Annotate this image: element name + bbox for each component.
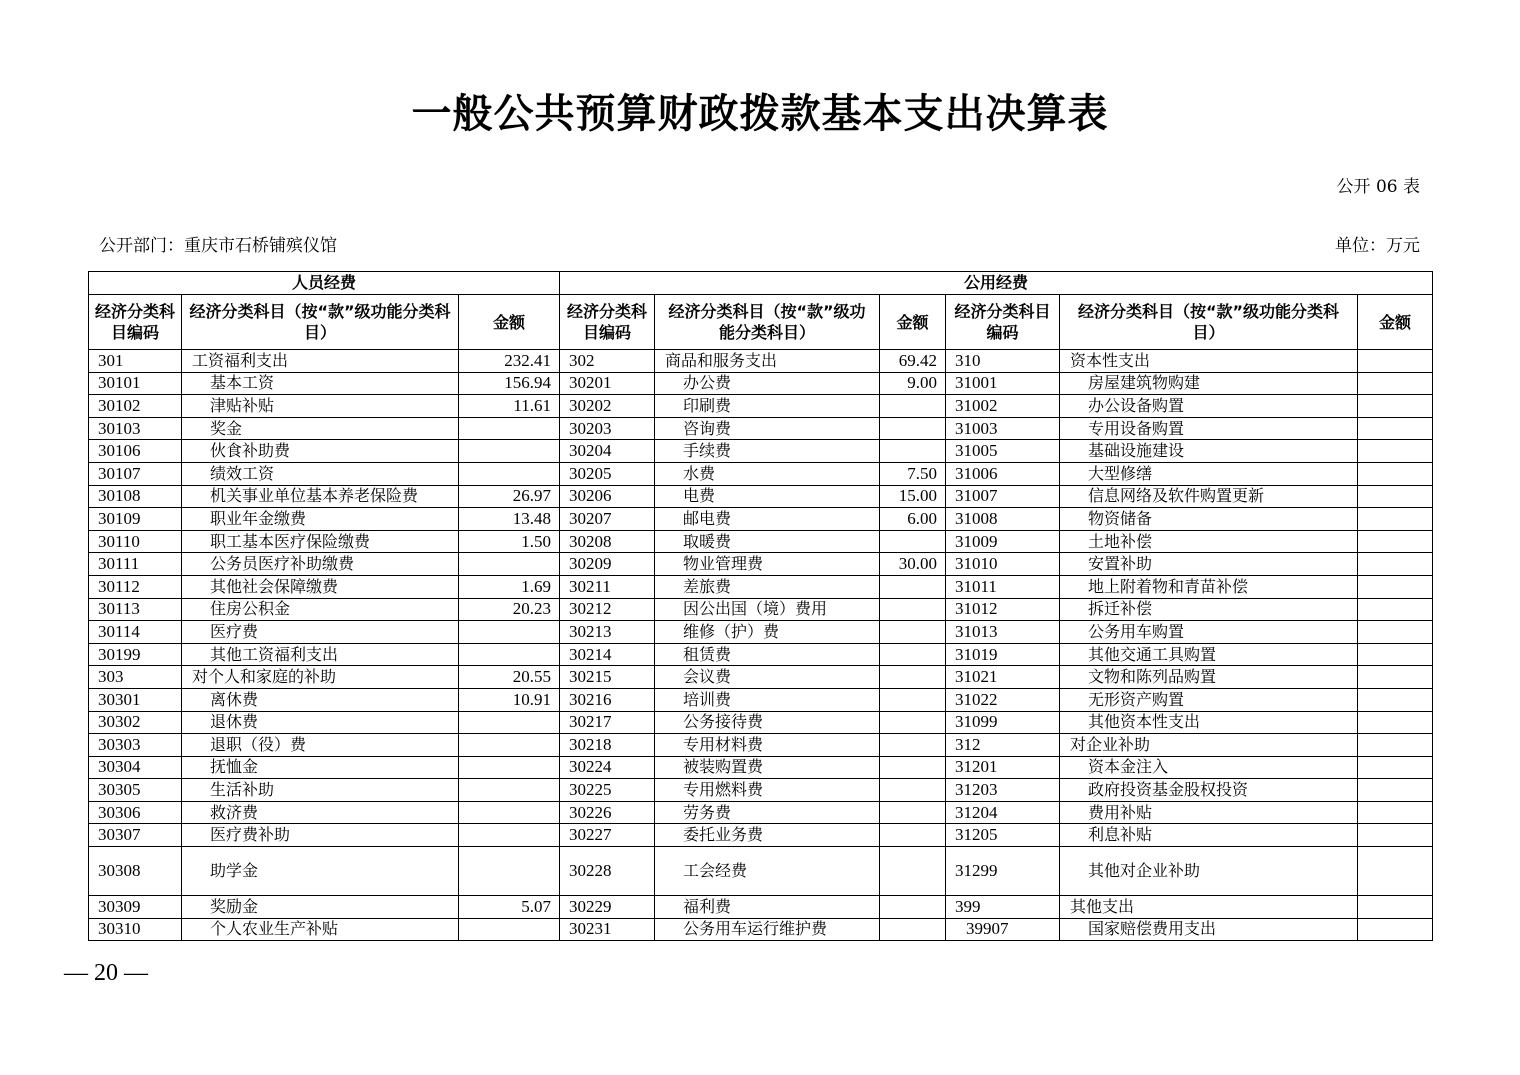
capital-code-cell: 31007 — [946, 485, 1060, 508]
public-item-cell: 公务用车运行维护费 — [655, 918, 880, 941]
personnel-amount-cell — [459, 779, 560, 802]
table-row — [89, 756, 1433, 779]
personnel-amount-cell — [459, 440, 560, 463]
table-row — [89, 395, 1433, 418]
personnel-amount-cell: 11.61 — [459, 395, 560, 418]
capital-code-cell: 31099 — [946, 711, 1060, 734]
personnel-item-cell: 生活补助 — [182, 779, 459, 802]
capital-code-cell: 31010 — [946, 553, 1060, 576]
section-personnel: 人员经费 — [89, 272, 560, 295]
public-code-cell: 30231 — [560, 918, 655, 941]
capital-amount-cell — [1358, 711, 1433, 734]
public-amount-cell — [880, 688, 946, 711]
public-item-cell: 被装购置费 — [655, 756, 880, 779]
personnel-item-cell: 抚恤金 — [182, 756, 459, 779]
public-item-cell: 租赁费 — [655, 643, 880, 666]
personnel-item-cell: 伙食补助费 — [182, 440, 459, 463]
public-amount-cell — [880, 779, 946, 802]
public-amount-cell — [880, 824, 946, 847]
capital-amount-cell — [1358, 462, 1433, 485]
personnel-code-cell: 30309 — [89, 896, 182, 919]
personnel-code-cell: 30307 — [89, 824, 182, 847]
public-item-cell: 劳务费 — [655, 801, 880, 824]
capital-code-cell: 31205 — [946, 824, 1060, 847]
capital-code-cell: 31001 — [946, 372, 1060, 395]
personnel-code-cell: 30301 — [89, 688, 182, 711]
table-row — [89, 801, 1433, 824]
capital-item-cell: 其他支出 — [1060, 896, 1358, 919]
personnel-code-cell: 30304 — [89, 756, 182, 779]
public-item-cell: 公务接待费 — [655, 711, 880, 734]
public-amount-cell — [880, 575, 946, 598]
capital-amount-cell — [1358, 734, 1433, 757]
personnel-item-cell: 离休费 — [182, 688, 459, 711]
table-number: 公开 06 表 — [1336, 177, 1420, 197]
public-amount-cell — [880, 711, 946, 734]
personnel-code-cell: 30102 — [89, 395, 182, 418]
personnel-amount-cell: 20.55 — [459, 666, 560, 689]
table-row — [89, 553, 1433, 576]
table-row — [89, 417, 1433, 440]
personnel-amount-cell: 13.48 — [459, 508, 560, 531]
capital-amount-cell — [1358, 643, 1433, 666]
table-body — [89, 350, 1433, 941]
public-code-cell: 30201 — [560, 372, 655, 395]
public-amount-cell — [880, 598, 946, 621]
personnel-item-cell: 工资福利支出 — [182, 350, 459, 373]
capital-item-cell: 文物和陈列品购置 — [1060, 666, 1358, 689]
public-code-cell: 302 — [560, 350, 655, 373]
personnel-amount-cell: 5.07 — [459, 896, 560, 919]
personnel-code-cell: 30109 — [89, 508, 182, 531]
public-item-cell: 商品和服务支出 — [655, 350, 880, 373]
personnel-code-cell: 30305 — [89, 779, 182, 802]
public-item-cell: 咨询费 — [655, 417, 880, 440]
capital-amount-cell — [1358, 485, 1433, 508]
capital-amount-cell — [1358, 896, 1433, 919]
capital-amount-cell — [1358, 666, 1433, 689]
personnel-code-cell: 30199 — [89, 643, 182, 666]
personnel-amount-cell: 232.41 — [459, 350, 560, 373]
capital-item-cell: 费用补贴 — [1060, 801, 1358, 824]
table-row — [89, 350, 1433, 373]
personnel-code-cell: 30106 — [89, 440, 182, 463]
public-code-cell: 30217 — [560, 711, 655, 734]
personnel-code-cell: 30113 — [89, 598, 182, 621]
capital-code-cell: 31019 — [946, 643, 1060, 666]
public-item-cell: 因公出国（境）费用 — [655, 598, 880, 621]
capital-code-cell: 310 — [946, 350, 1060, 373]
capital-amount-cell — [1358, 440, 1433, 463]
personnel-item-cell: 职工基本医疗保险缴费 — [182, 530, 459, 553]
personnel-amount-cell — [459, 734, 560, 757]
public-code-cell: 30209 — [560, 553, 655, 576]
capital-amount-cell — [1358, 824, 1433, 847]
public-item-cell: 手续费 — [655, 440, 880, 463]
capital-item-cell: 专用设备购置 — [1060, 417, 1358, 440]
capital-amount-cell — [1358, 801, 1433, 824]
table-row — [89, 440, 1433, 463]
public-amount-cell: 30.00 — [880, 553, 946, 576]
public-amount-cell: 9.00 — [880, 372, 946, 395]
header-item: 经济分类科目（按“款”级功能分类科目） — [655, 295, 880, 350]
capital-code-cell: 31008 — [946, 508, 1060, 531]
capital-item-cell: 资本性支出 — [1060, 350, 1358, 373]
public-code-cell: 30226 — [560, 801, 655, 824]
personnel-amount-cell — [459, 417, 560, 440]
personnel-item-cell: 个人农业生产补贴 — [182, 918, 459, 941]
capital-item-cell: 拆迁补偿 — [1060, 598, 1358, 621]
capital-code-cell: 31012 — [946, 598, 1060, 621]
capital-item-cell: 其他资本性支出 — [1060, 711, 1358, 734]
header-code: 经济分类科目编码 — [560, 295, 655, 350]
capital-item-cell: 资本金注入 — [1060, 756, 1358, 779]
personnel-amount-cell — [459, 643, 560, 666]
personnel-amount-cell: 1.69 — [459, 575, 560, 598]
section-public: 公用经费 — [560, 272, 1433, 295]
personnel-item-cell: 医疗费 — [182, 621, 459, 644]
public-amount-cell — [880, 621, 946, 644]
personnel-code-cell: 303 — [89, 666, 182, 689]
personnel-code-cell: 30310 — [89, 918, 182, 941]
public-code-cell: 30215 — [560, 666, 655, 689]
table-row — [89, 734, 1433, 757]
capital-code-cell: 31013 — [946, 621, 1060, 644]
capital-item-cell: 地上附着物和青苗补偿 — [1060, 575, 1358, 598]
personnel-item-cell: 救济费 — [182, 801, 459, 824]
page-title: 一般公共预算财政拨款基本支出决算表 — [411, 91, 1109, 137]
personnel-amount-cell — [459, 918, 560, 941]
personnel-code-cell: 30302 — [89, 711, 182, 734]
personnel-item-cell: 奖励金 — [182, 896, 459, 919]
capital-code-cell: 31022 — [946, 688, 1060, 711]
personnel-code-cell: 30308 — [89, 847, 182, 896]
public-amount-cell — [880, 440, 946, 463]
personnel-item-cell: 其他工资福利支出 — [182, 643, 459, 666]
personnel-code-cell: 30103 — [89, 417, 182, 440]
public-amount-cell — [880, 847, 946, 896]
table-row — [89, 896, 1433, 919]
public-amount-cell — [880, 896, 946, 919]
personnel-item-cell: 退职（役）费 — [182, 734, 459, 757]
personnel-item-cell: 助学金 — [182, 847, 459, 896]
expenditure-table — [88, 271, 1433, 941]
public-amount-cell: 15.00 — [880, 485, 946, 508]
table-row — [89, 508, 1433, 531]
header-amount: 金额 — [880, 295, 946, 350]
capital-code-cell: 31011 — [946, 575, 1060, 598]
personnel-amount-cell — [459, 801, 560, 824]
table-row — [89, 462, 1433, 485]
public-item-cell: 印刷费 — [655, 395, 880, 418]
personnel-code-cell: 30114 — [89, 621, 182, 644]
capital-code-cell: 312 — [946, 734, 1060, 757]
capital-amount-cell — [1358, 779, 1433, 802]
header-item: 经济分类科目（按“款”级功能分类科目） — [1060, 295, 1358, 350]
capital-item-cell: 安置补助 — [1060, 553, 1358, 576]
personnel-code-cell: 30303 — [89, 734, 182, 757]
personnel-amount-cell — [459, 847, 560, 896]
capital-amount-cell — [1358, 847, 1433, 896]
public-amount-cell — [880, 530, 946, 553]
personnel-amount-cell — [459, 756, 560, 779]
public-item-cell: 差旅费 — [655, 575, 880, 598]
capital-code-cell: 31006 — [946, 462, 1060, 485]
public-item-cell: 会议费 — [655, 666, 880, 689]
capital-code-cell: 39907 — [946, 918, 1060, 941]
personnel-item-cell: 退休费 — [182, 711, 459, 734]
public-item-cell: 维修（护）费 — [655, 621, 880, 644]
public-code-cell: 30203 — [560, 417, 655, 440]
public-amount-cell — [880, 918, 946, 941]
capital-item-cell: 基础设施建设 — [1060, 440, 1358, 463]
public-code-cell: 30229 — [560, 896, 655, 919]
capital-code-cell: 399 — [946, 896, 1060, 919]
personnel-item-cell: 对个人和家庭的补助 — [182, 666, 459, 689]
header-amount: 金额 — [459, 295, 560, 350]
header-amount: 金额 — [1358, 295, 1433, 350]
public-amount-cell: 69.42 — [880, 350, 946, 373]
table-row — [89, 575, 1433, 598]
capital-amount-cell — [1358, 530, 1433, 553]
capital-item-cell: 土地补偿 — [1060, 530, 1358, 553]
capital-amount-cell — [1358, 553, 1433, 576]
table-row — [89, 824, 1433, 847]
personnel-amount-cell — [459, 462, 560, 485]
personnel-amount-cell: 26.97 — [459, 485, 560, 508]
capital-item-cell: 其他交通工具购置 — [1060, 643, 1358, 666]
personnel-code-cell: 30112 — [89, 575, 182, 598]
table-row — [89, 621, 1433, 644]
public-item-cell: 专用材料费 — [655, 734, 880, 757]
public-code-cell: 30228 — [560, 847, 655, 896]
personnel-amount-cell — [459, 824, 560, 847]
public-code-cell: 30212 — [560, 598, 655, 621]
capital-amount-cell — [1358, 598, 1433, 621]
public-amount-cell — [880, 395, 946, 418]
public-code-cell: 30216 — [560, 688, 655, 711]
table-row — [89, 372, 1433, 395]
public-amount-cell — [880, 417, 946, 440]
public-code-cell: 30208 — [560, 530, 655, 553]
public-item-cell: 培训费 — [655, 688, 880, 711]
capital-item-cell: 其他对企业补助 — [1060, 847, 1358, 896]
table-row — [89, 688, 1433, 711]
capital-code-cell: 31204 — [946, 801, 1060, 824]
public-code-cell: 30204 — [560, 440, 655, 463]
personnel-amount-cell — [459, 553, 560, 576]
header-code: 经济分类科目编码 — [946, 295, 1060, 350]
personnel-item-cell: 基本工资 — [182, 372, 459, 395]
public-code-cell: 30207 — [560, 508, 655, 531]
table-row — [89, 485, 1433, 508]
capital-code-cell: 31299 — [946, 847, 1060, 896]
public-code-cell: 30205 — [560, 462, 655, 485]
public-amount-cell — [880, 643, 946, 666]
capital-code-cell: 31009 — [946, 530, 1060, 553]
capital-code-cell: 31021 — [946, 666, 1060, 689]
header-item: 经济分类科目（按“款”级功能分类科目） — [182, 295, 459, 350]
public-item-cell: 水费 — [655, 462, 880, 485]
public-code-cell: 30211 — [560, 575, 655, 598]
capital-amount-cell — [1358, 575, 1433, 598]
public-code-cell: 30225 — [560, 779, 655, 802]
personnel-item-cell: 津贴补贴 — [182, 395, 459, 418]
public-amount-cell: 7.50 — [880, 462, 946, 485]
department-label: 公开部门：重庆市石桥铺殡仪馆 — [99, 236, 337, 256]
personnel-code-cell: 30111 — [89, 553, 182, 576]
personnel-item-cell: 机关事业单位基本养老保险费 — [182, 485, 459, 508]
capital-code-cell: 31005 — [946, 440, 1060, 463]
capital-amount-cell — [1358, 508, 1433, 531]
capital-amount-cell — [1358, 756, 1433, 779]
public-amount-cell — [880, 756, 946, 779]
capital-item-cell: 政府投资基金股权投资 — [1060, 779, 1358, 802]
personnel-code-cell: 301 — [89, 350, 182, 373]
header-code: 经济分类科目编码 — [89, 295, 182, 350]
personnel-amount-cell: 1.50 — [459, 530, 560, 553]
public-code-cell: 30202 — [560, 395, 655, 418]
capital-item-cell: 对企业补助 — [1060, 734, 1358, 757]
capital-amount-cell — [1358, 417, 1433, 440]
public-code-cell: 30224 — [560, 756, 655, 779]
capital-code-cell: 31201 — [946, 756, 1060, 779]
unit-label: 单位：万元 — [1335, 236, 1420, 256]
capital-item-cell: 大型修缮 — [1060, 462, 1358, 485]
public-amount-cell: 6.00 — [880, 508, 946, 531]
public-code-cell: 30206 — [560, 485, 655, 508]
table-row — [89, 711, 1433, 734]
personnel-code-cell: 30306 — [89, 801, 182, 824]
capital-item-cell: 利息补贴 — [1060, 824, 1358, 847]
personnel-item-cell: 职业年金缴费 — [182, 508, 459, 531]
personnel-item-cell: 其他社会保障缴费 — [182, 575, 459, 598]
public-amount-cell — [880, 734, 946, 757]
table-row — [89, 779, 1433, 802]
personnel-code-cell: 30108 — [89, 485, 182, 508]
personnel-item-cell: 住房公积金 — [182, 598, 459, 621]
personnel-amount-cell: 20.23 — [459, 598, 560, 621]
capital-amount-cell — [1358, 688, 1433, 711]
public-code-cell: 30213 — [560, 621, 655, 644]
public-item-cell: 取暖费 — [655, 530, 880, 553]
public-code-cell: 30214 — [560, 643, 655, 666]
table-row — [89, 666, 1433, 689]
capital-amount-cell — [1358, 372, 1433, 395]
public-item-cell: 工会经费 — [655, 847, 880, 896]
public-item-cell: 物业管理费 — [655, 553, 880, 576]
capital-item-cell: 公务用车购置 — [1060, 621, 1358, 644]
public-code-cell: 30227 — [560, 824, 655, 847]
table-row — [89, 918, 1433, 941]
personnel-item-cell: 医疗费补助 — [182, 824, 459, 847]
personnel-amount-cell: 10.91 — [459, 688, 560, 711]
page-number: — 20 — — [64, 960, 148, 986]
public-item-cell: 委托业务费 — [655, 824, 880, 847]
capital-item-cell: 物资储备 — [1060, 508, 1358, 531]
personnel-amount-cell: 156.94 — [459, 372, 560, 395]
table-row — [89, 847, 1433, 896]
personnel-item-cell: 公务员医疗补助缴费 — [182, 553, 459, 576]
table-row — [89, 598, 1433, 621]
public-code-cell: 30218 — [560, 734, 655, 757]
personnel-item-cell: 绩效工资 — [182, 462, 459, 485]
personnel-item-cell: 奖金 — [182, 417, 459, 440]
capital-code-cell: 31002 — [946, 395, 1060, 418]
capital-item-cell: 信息网络及软件购置更新 — [1060, 485, 1358, 508]
capital-item-cell: 国家赔偿费用支出 — [1060, 918, 1358, 941]
capital-item-cell: 办公设备购置 — [1060, 395, 1358, 418]
table-row — [89, 643, 1433, 666]
capital-amount-cell — [1358, 395, 1433, 418]
public-item-cell: 邮电费 — [655, 508, 880, 531]
public-item-cell: 电费 — [655, 485, 880, 508]
table-row — [89, 530, 1433, 553]
capital-amount-cell — [1358, 350, 1433, 373]
capital-item-cell: 无形资产购置 — [1060, 688, 1358, 711]
capital-item-cell: 房屋建筑物购建 — [1060, 372, 1358, 395]
personnel-amount-cell — [459, 711, 560, 734]
personnel-code-cell: 30107 — [89, 462, 182, 485]
capital-amount-cell — [1358, 918, 1433, 941]
capital-code-cell: 31003 — [946, 417, 1060, 440]
public-item-cell: 福利费 — [655, 896, 880, 919]
public-amount-cell — [880, 801, 946, 824]
public-item-cell: 办公费 — [655, 372, 880, 395]
capital-amount-cell — [1358, 621, 1433, 644]
personnel-code-cell: 30110 — [89, 530, 182, 553]
public-item-cell: 专用燃料费 — [655, 779, 880, 802]
capital-code-cell: 31203 — [946, 779, 1060, 802]
personnel-code-cell: 30101 — [89, 372, 182, 395]
public-amount-cell — [880, 666, 946, 689]
personnel-amount-cell — [459, 621, 560, 644]
